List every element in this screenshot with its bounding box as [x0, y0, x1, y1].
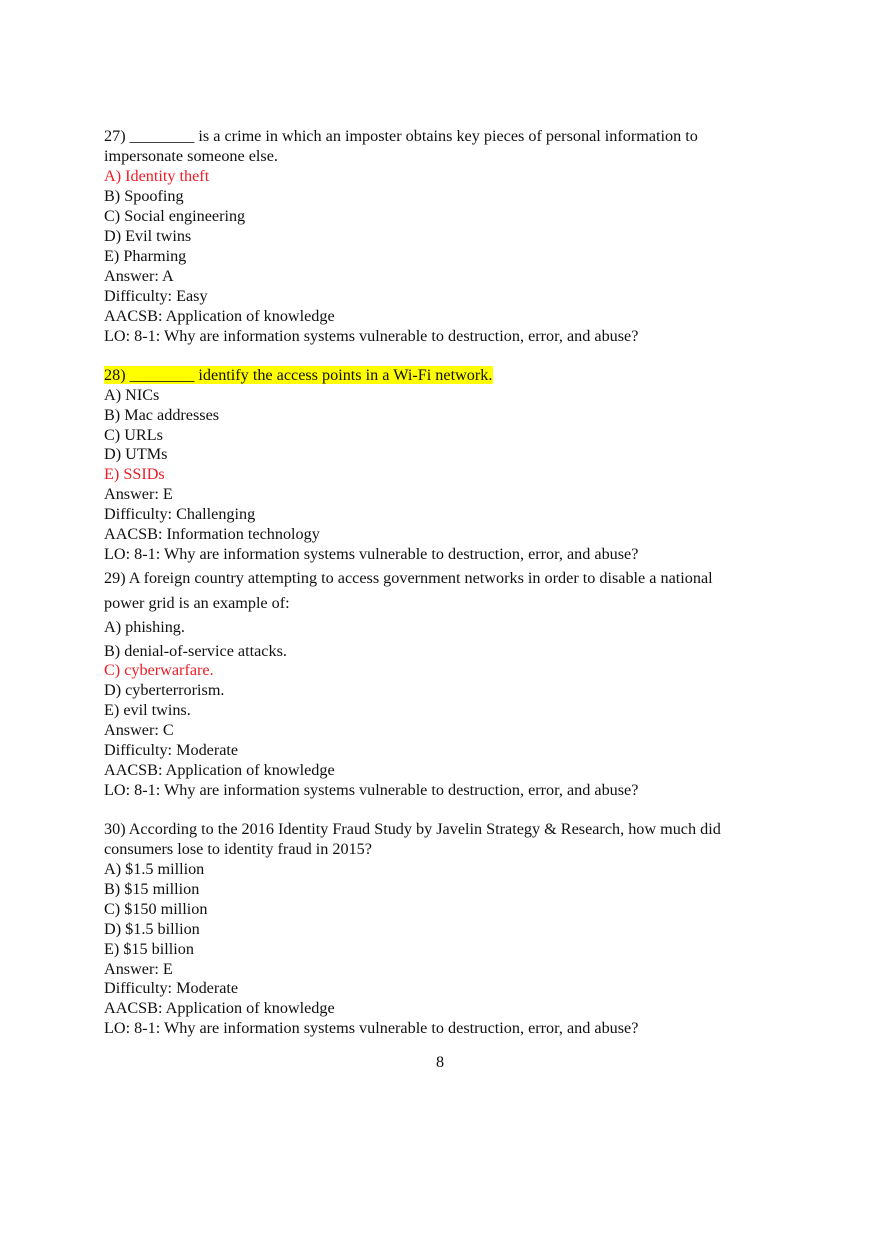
question-29-text-line-2: power grid is an example of: — [104, 594, 290, 612]
question-29-option-d: D) cyberterrorism. — [104, 681, 225, 699]
question-29-text-line-1: 29) A foreign country attempting to access government networks in order to disable a national — [104, 569, 713, 587]
question-27-option-d: D) Evil twins — [104, 227, 192, 245]
question-30-lo: LO: 8-1: Why are information systems vulnerable to destruction, error, and abuse? — [104, 1019, 639, 1037]
question-28-option-e-correct: E) SSIDs — [104, 465, 165, 483]
question-27-text-line-2: impersonate someone else. — [104, 147, 278, 165]
question-30-option-e: E) $15 billion — [104, 940, 194, 958]
question-28-option-d: D) UTMs — [104, 445, 168, 463]
question-30-option-c: C) $150 million — [104, 900, 208, 918]
question-30-option-d: D) $1.5 billion — [104, 920, 200, 938]
question-28-highlight: 28) ________ identify the access points in a Wi-Fi network. — [104, 366, 493, 384]
question-29-answer: Answer: C — [104, 721, 174, 739]
question-27-text-line-1: 27) ________ is a crime in which an imposter obtains key pieces of personal information to — [104, 127, 698, 145]
question-28-aacsb: AACSB: Information technology — [104, 525, 320, 543]
question-27-difficulty: Difficulty: Easy — [104, 287, 208, 305]
question-28-lo: LO: 8-1: Why are information systems vulnerable to destruction, error, and abuse? — [104, 545, 639, 563]
question-28-option-b: B) Mac addresses — [104, 406, 220, 424]
question-30-difficulty: Difficulty: Moderate — [104, 979, 239, 997]
question-29-option-a: A) phishing. — [104, 618, 185, 636]
question-30-option-b: B) $15 million — [104, 880, 200, 898]
question-30-text-line-2: consumers lose to identity fraud in 2015? — [104, 840, 372, 858]
page-number: 8 — [435, 1053, 445, 1071]
question-28-option-c: C) URLs — [104, 426, 163, 444]
question-29-option-c-correct: C) cyberwarfare. — [104, 661, 214, 679]
question-29-aacsb: AACSB: Application of knowledge — [104, 761, 335, 779]
question-30-option-a: A) $1.5 million — [104, 860, 205, 878]
question-27-lo: LO: 8-1: Why are information systems vulnerable to destruction, error, and abuse? — [104, 327, 639, 345]
question-28-answer: Answer: E — [104, 485, 173, 503]
question-28-difficulty: Difficulty: Challenging — [104, 505, 256, 523]
question-27-option-c: C) Social engineering — [104, 207, 246, 225]
question-29-option-b: B) denial-of-service attacks. — [104, 642, 287, 660]
question-30-answer: Answer: E — [104, 960, 173, 978]
question-29-difficulty: Difficulty: Moderate — [104, 741, 239, 759]
question-29-option-e: E) evil twins. — [104, 701, 191, 719]
question-27-aacsb: AACSB: Application of knowledge — [104, 307, 335, 325]
question-28-text-line-1 — [104, 365, 493, 385]
question-27-option-a-correct: A) Identity theft — [104, 167, 210, 185]
question-30-text-line-1: 30) According to the 2016 Identity Fraud Study by Javelin Strategy & Research, how much did — [104, 820, 721, 838]
question-27-option-e: E) Pharming — [104, 247, 187, 265]
question-27-option-b: B) Spoofing — [104, 187, 184, 205]
question-29-lo: LO: 8-1: Why are information systems vulnerable to destruction, error, and abuse? — [104, 781, 639, 799]
question-30-aacsb: AACSB: Application of knowledge — [104, 999, 335, 1017]
question-28-option-a: A) NICs — [104, 386, 160, 404]
question-27-answer: Answer: A — [104, 267, 174, 285]
